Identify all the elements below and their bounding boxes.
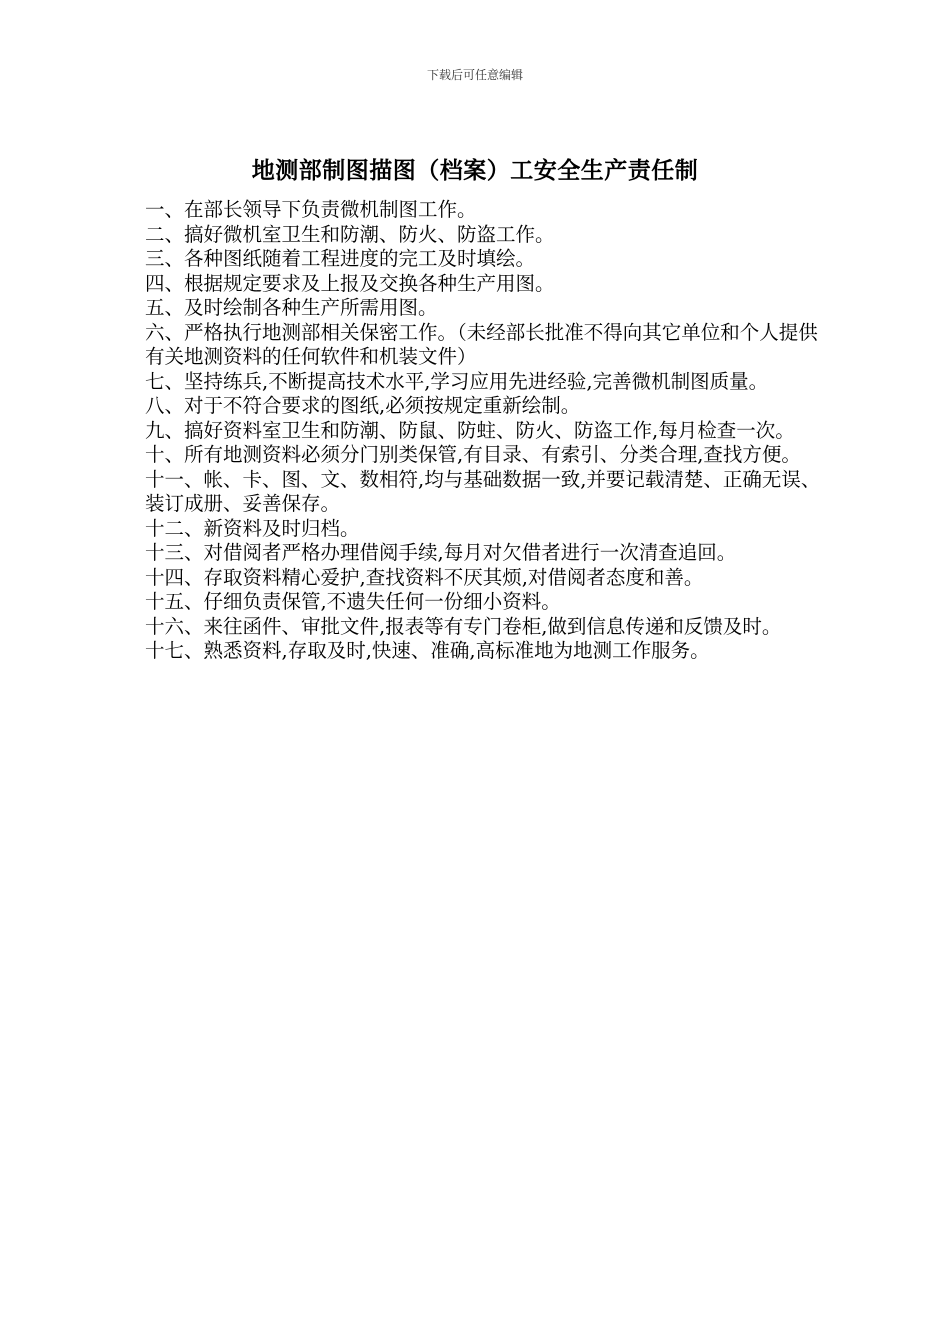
clause-item: 九、搞好资料室卫生和防潮、防鼠、防蛀、防火、防盗工作,每月检查一次。 xyxy=(145,418,795,442)
clause-item: 十三、对借阅者严格办理借阅手续,每月对欠借者进行一次清查追回。 xyxy=(145,541,737,564)
clause-item: 十、所有地测资料必须分门别类保管,有目录、有索引、分类合理,查找方便。 xyxy=(145,443,801,466)
clause-item: 十四、存取资料精心爱护,查找资料不厌其烦,对借阅者态度和善。 xyxy=(145,565,704,589)
clause-item: 十五、仔细负责保管,不遗失任何一份细小资料。 xyxy=(145,590,561,613)
document-body xyxy=(145,198,835,664)
clause-item: 七、坚持练兵,不断提高技术水平,学习应用先进经验,完善微机制图质量。 xyxy=(145,369,769,393)
clause-item: 十六、来往函件、审批文件,报表等有专门卷柜,做到信息传递和反馈及时。 xyxy=(145,614,782,638)
clause-item: 八、对于不符合要求的图纸,必须按规定重新绘制。 xyxy=(145,394,581,417)
clause-item: 十一、帐、卡、图、文、数相符,均与基础数据一致,并要记载清楚、正确无误、装订成册、妥善保存。 xyxy=(145,467,821,515)
clause-item: 四、根据规定要求及上报及交换各种生产用图。 xyxy=(145,271,555,295)
clause-item: 十七、熟悉资料,存取及时,快速、准确,高标准地为地测工作服务。 xyxy=(145,639,710,662)
clause-item: 五、及时绘制各种生产所需用图。 xyxy=(145,296,438,319)
clause-item: 一、在部长领导下负责微机制图工作。 xyxy=(145,198,477,221)
clause-item: 六、严格执行地测部相关保密工作。（未经部长批准不得向其它单位和个人提供有关地测资料的任何软件和机装文件） xyxy=(145,320,818,368)
clause-item: 十二、新资料及时归档。 xyxy=(145,516,360,540)
document-title: 地测部制图描图（档案）工安全生产责任制 xyxy=(251,157,699,184)
clause-item: 二、搞好微机室卫生和防潮、防火、防盗工作。 xyxy=(145,222,555,246)
clause-item: 三、各种图纸随着工程进度的完工及时填绘。 xyxy=(145,247,536,270)
header-note: 下载后可任意编辑 xyxy=(426,68,523,82)
